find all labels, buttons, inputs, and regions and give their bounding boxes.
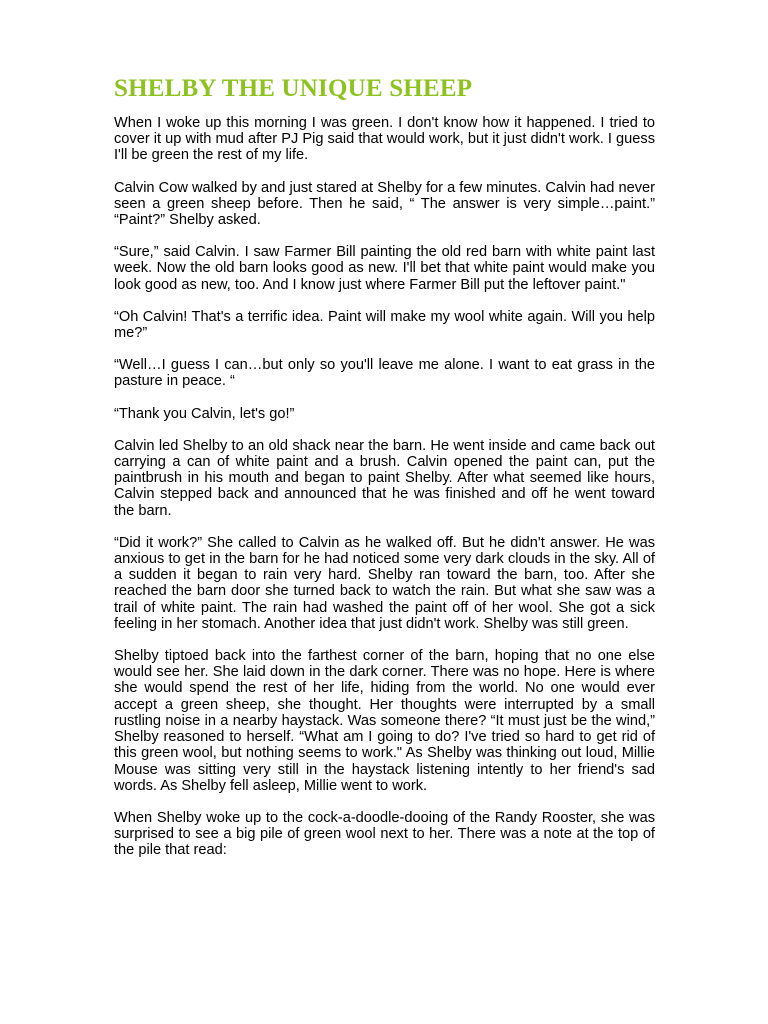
paragraph-2: Calvin Cow walked by and just stared at Shelby for a few minutes. Calvin had never seen a green sheep before. Then he said, “ The answer is very simple…paint.” “Paint?” Shelby asked.: [114, 179, 655, 229]
paragraph-4: “Oh Calvin! That's a terrific idea. Paint will make my wool white again. Will you help me?”: [114, 308, 655, 342]
story-body: [114, 115, 655, 875]
paragraph-1: When I woke up this morning I was green. I don't know how it happened. I tried to cover it up with mud after PJ Pig said that would work, but it just didn't work. I guess I'll be green the rest of my life.: [114, 115, 655, 164]
paragraph-10: When Shelby woke up to the cock-a-doodle-dooing of the Randy Rooster, she was surprised to see a big pile of green wool next to her. There was a note at the top of the pile that read:: [114, 809, 655, 859]
paragraph-7: Calvin led Shelby to an old shack near the barn. He went inside and came back out carrying a can of white paint and a brush. Calvin opened the paint can, put the paintbrush in his mouth and began to paint Shelby. After what seemed like hours, Calvin stepped back and announced that he was finished and off he went toward the barn.: [114, 437, 655, 519]
paragraph-8: “Did it work?” She called to Calvin as he walked off. But he didn't answer. He was anxious to get in the barn for he had noticed some very dark clouds in the sky. All of a sudden it began to rain very hard. Shelby ran toward the barn, too. After she reached the barn door she turned back to watch the rain. But what she saw was a trail of white paint. The rain had washed the paint off of her wool. She got a sick feeling in her stomach. Another idea that just didn't work. Shelby was still green.: [114, 534, 655, 632]
paragraph-6: “Thank you Calvin, let's go!”: [114, 405, 295, 422]
paragraph-3: “Sure,” said Calvin. I saw Farmer Bill painting the old red barn with white paint last week. Now the old barn looks good as new. I'll bet that white paint would make you look good as new, too. And I know just where Farmer Bill put the leftover paint.": [114, 244, 655, 293]
story-title: SHELBY THE UNIQUE SHEEP: [114, 75, 473, 102]
paragraph-9: Shelby tiptoed back into the farthest corner of the barn, hoping that no one else would see her. She laid down in the dark corner. There was no hope. Here is where she would spend the rest of her life, hiding from the world. No one would ever accept a green sheep, she thought. Her thoughts were interrupted by a small rustling noise in a nearby haystack. Was someone there? “It must just be the wind,” Shelby reasoned to herself. “What am I going to do? I've tried so hard to get rid of this green wool, but nothing seems to work." As Shelby was thinking out loud, Millie Mouse was sitting very still in the haystack listening intently to her friend's sad words. As Shelby fell asleep, Millie went to work.: [114, 648, 655, 794]
paragraph-5: “Well…I guess I can…but only so you'll leave me alone. I want to eat grass in the pasture in peace. “: [114, 357, 655, 390]
